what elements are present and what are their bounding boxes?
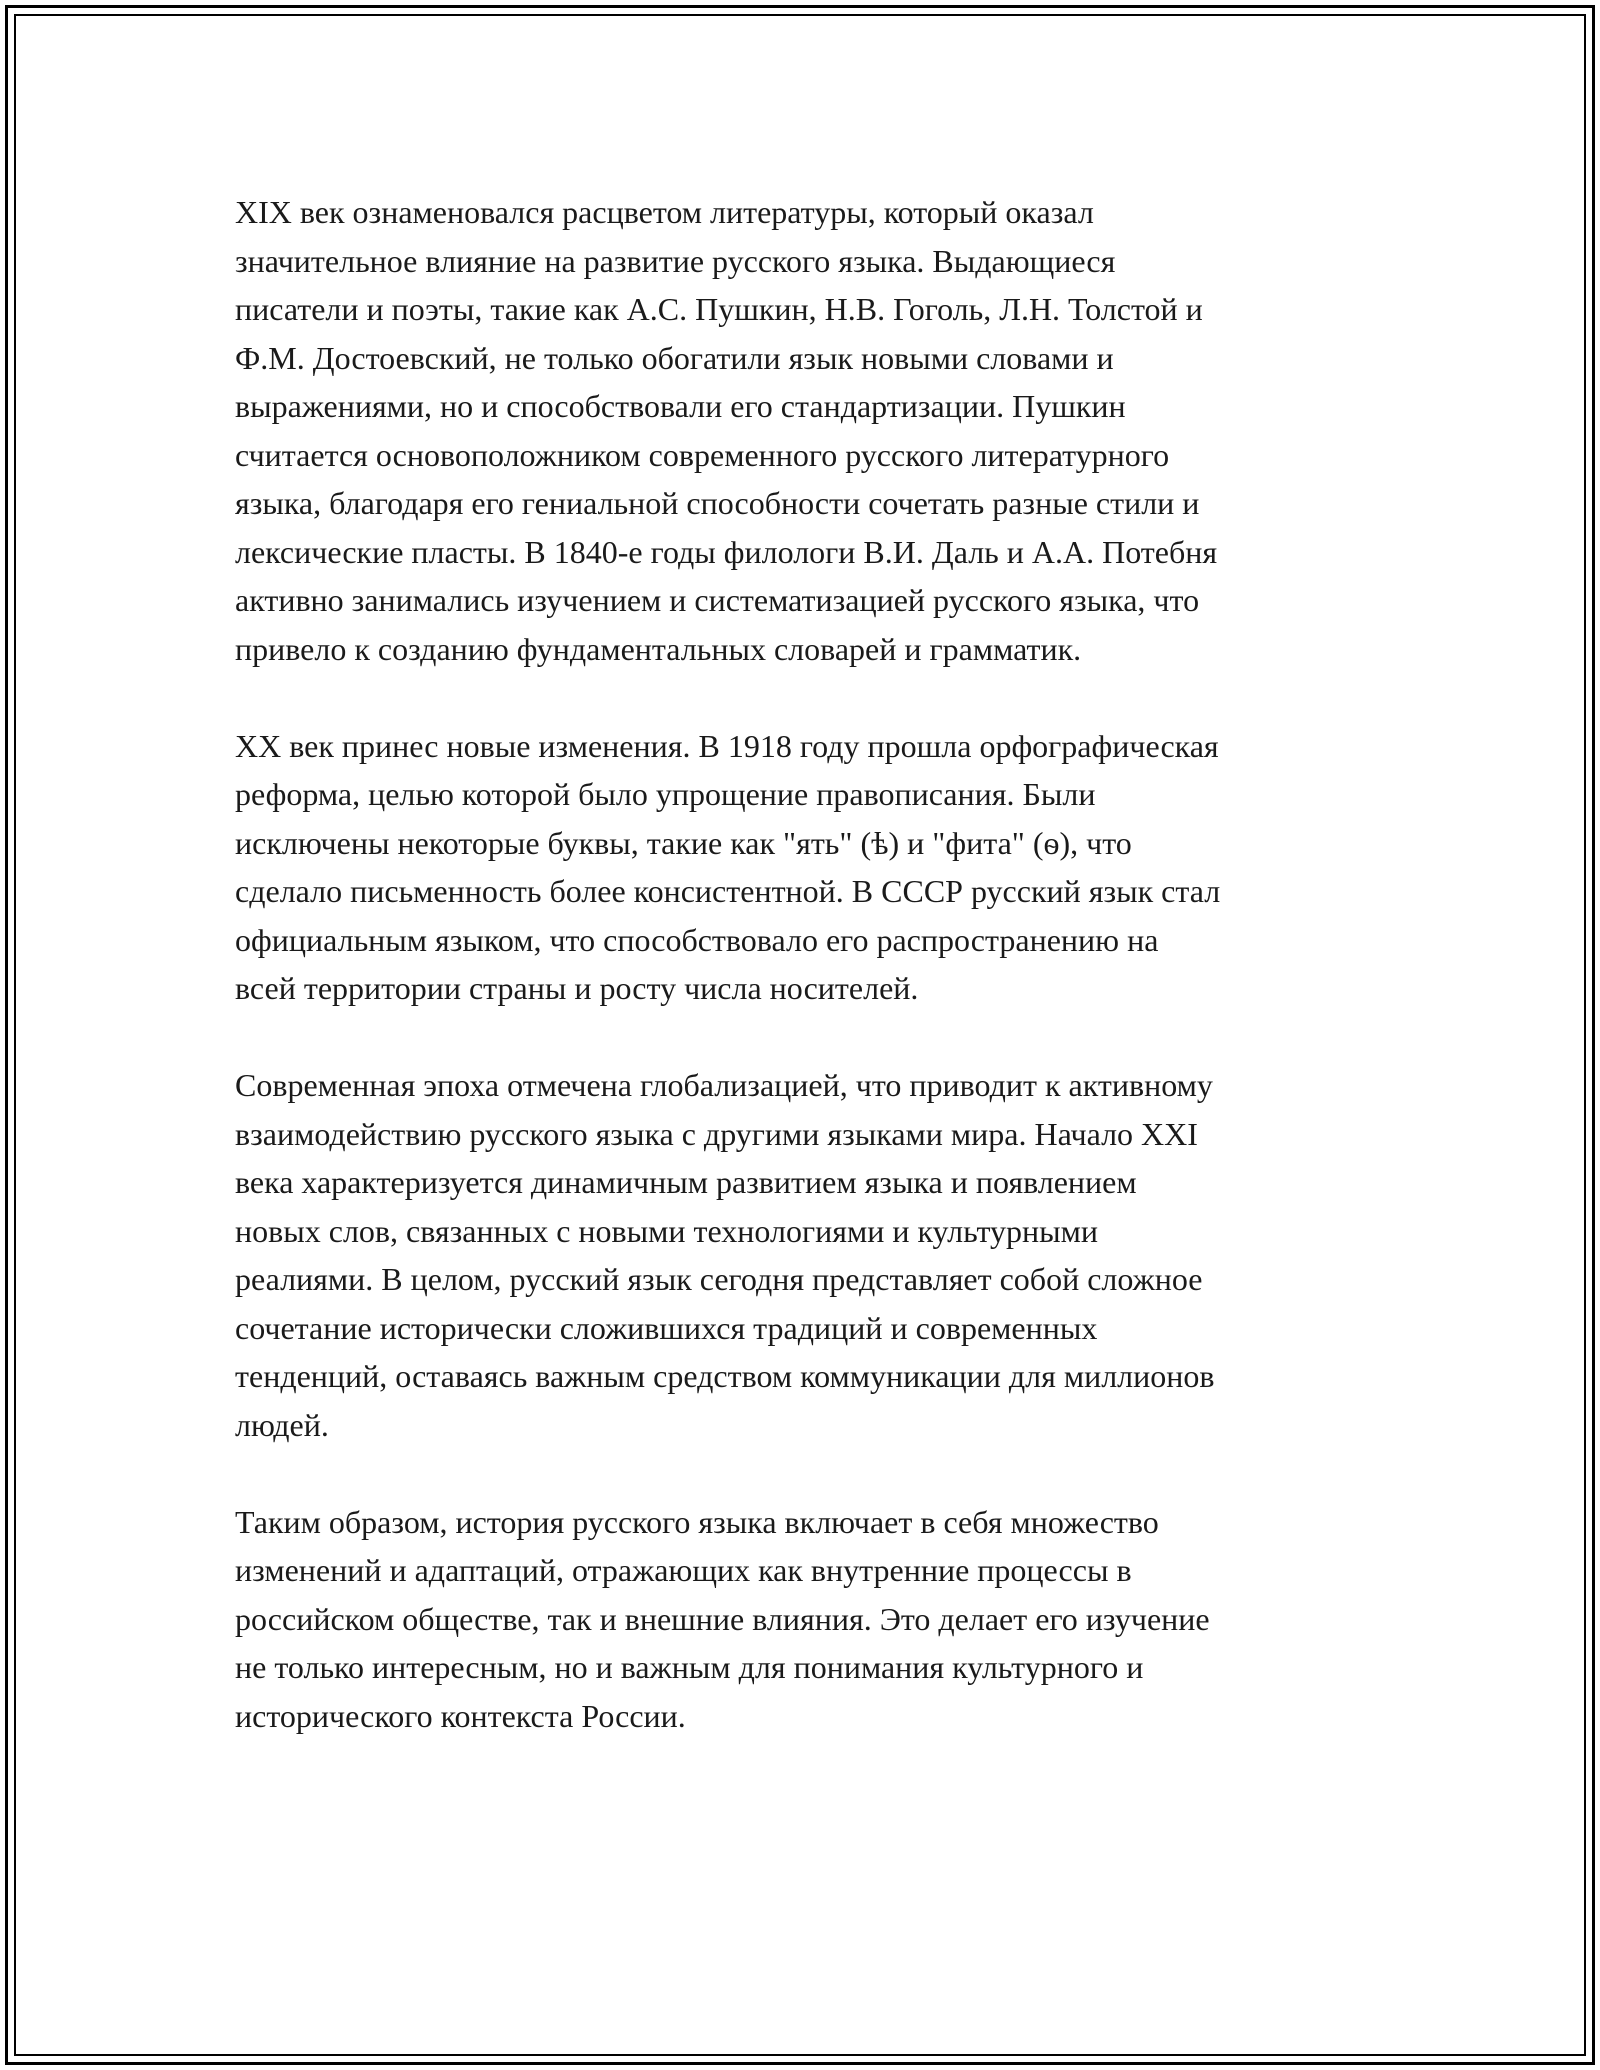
text-line: сделало письменность более консистентной. В СССР русский язык стал (235, 873, 1221, 909)
text-line: российском обществе, так и внешние влияния. Это делает его изучение (235, 1600, 1210, 1637)
text-line: официальным языком, что способствовало его распространению на (235, 921, 1159, 958)
text-line: XX век принес новые изменения. В 1918 году прошла орфографическая (235, 727, 1219, 764)
text-line: писатели и поэты, такие как А.С. Пушкин, Н.В. Гоголь, Л.Н. Толстой и (235, 291, 1203, 327)
text-line: Таким образом, история русского языка включает в себя множество (235, 1503, 1159, 1540)
text-line: привело к созданию фундаментальных словарей и грамматик. (235, 630, 1082, 667)
text-line: значительное влияние на развитие русского языка. Выдающиеся (235, 242, 1116, 279)
text-line: новых слов, связанных с новыми технологиями и культурными (235, 1212, 1099, 1249)
text-line: не только интересным, но и важным для понимания культурного и (235, 1649, 1144, 1685)
text-line: изменений и адаптаций, отражающих как внутренние процессы в (235, 1552, 1132, 1588)
text-line: всей территории страны и росту числа носителей. (235, 970, 919, 1006)
text-line: людей. (235, 1406, 329, 1443)
paragraph (235, 188, 1370, 673)
text-line: реалиями. В целом, русский язык сегодня представляет собой сложное (235, 1261, 1203, 1297)
document-body (235, 188, 1370, 1789)
text-line: сочетание исторически сложившихся традиций и современных (235, 1309, 1098, 1346)
text-line: лексические пласты. В 1840-е годы филологи В.И. Даль и А.А. Потебня (235, 533, 1218, 570)
text-line: тенденций, оставаясь важным средством коммуникации для миллионов (235, 1358, 1215, 1394)
text-line: реформа, целью которой было упрощение правописания. Были (235, 776, 1096, 812)
text-line: взаимодействию русского языка с другими языками мира. Начало XXI (235, 1115, 1198, 1152)
paragraph (235, 722, 1370, 1013)
text-line: исторического контекста России. (235, 1697, 686, 1734)
text-line: считается основоположником современного русского литературного (235, 436, 1170, 473)
text-line: языка, благодаря его гениальной способности сочетать разные стили и (235, 485, 1200, 521)
text-line: XIX век ознаменовался расцветом литературы, который оказал (235, 194, 1094, 230)
text-line: исключены некоторые буквы, такие как "ять" (ѣ) и "фита" (ѳ), что (235, 824, 1132, 861)
paragraph (235, 1061, 1370, 1449)
text-line: века характеризуется динамичным развитием языка и появлением (235, 1164, 1137, 1200)
text-line: Современная эпоха отмечена глобализацией, что приводит к активному (235, 1067, 1213, 1103)
paragraph (235, 1498, 1370, 1741)
text-line: активно занимались изучением и систематизацией русского языка, что (235, 582, 1200, 618)
text-line: Ф.М. Достоевский, не только обогатили язык новыми словами и (235, 339, 1114, 376)
text-line: выражениями, но и способствовали его стандартизации. Пушкин (235, 388, 1126, 424)
